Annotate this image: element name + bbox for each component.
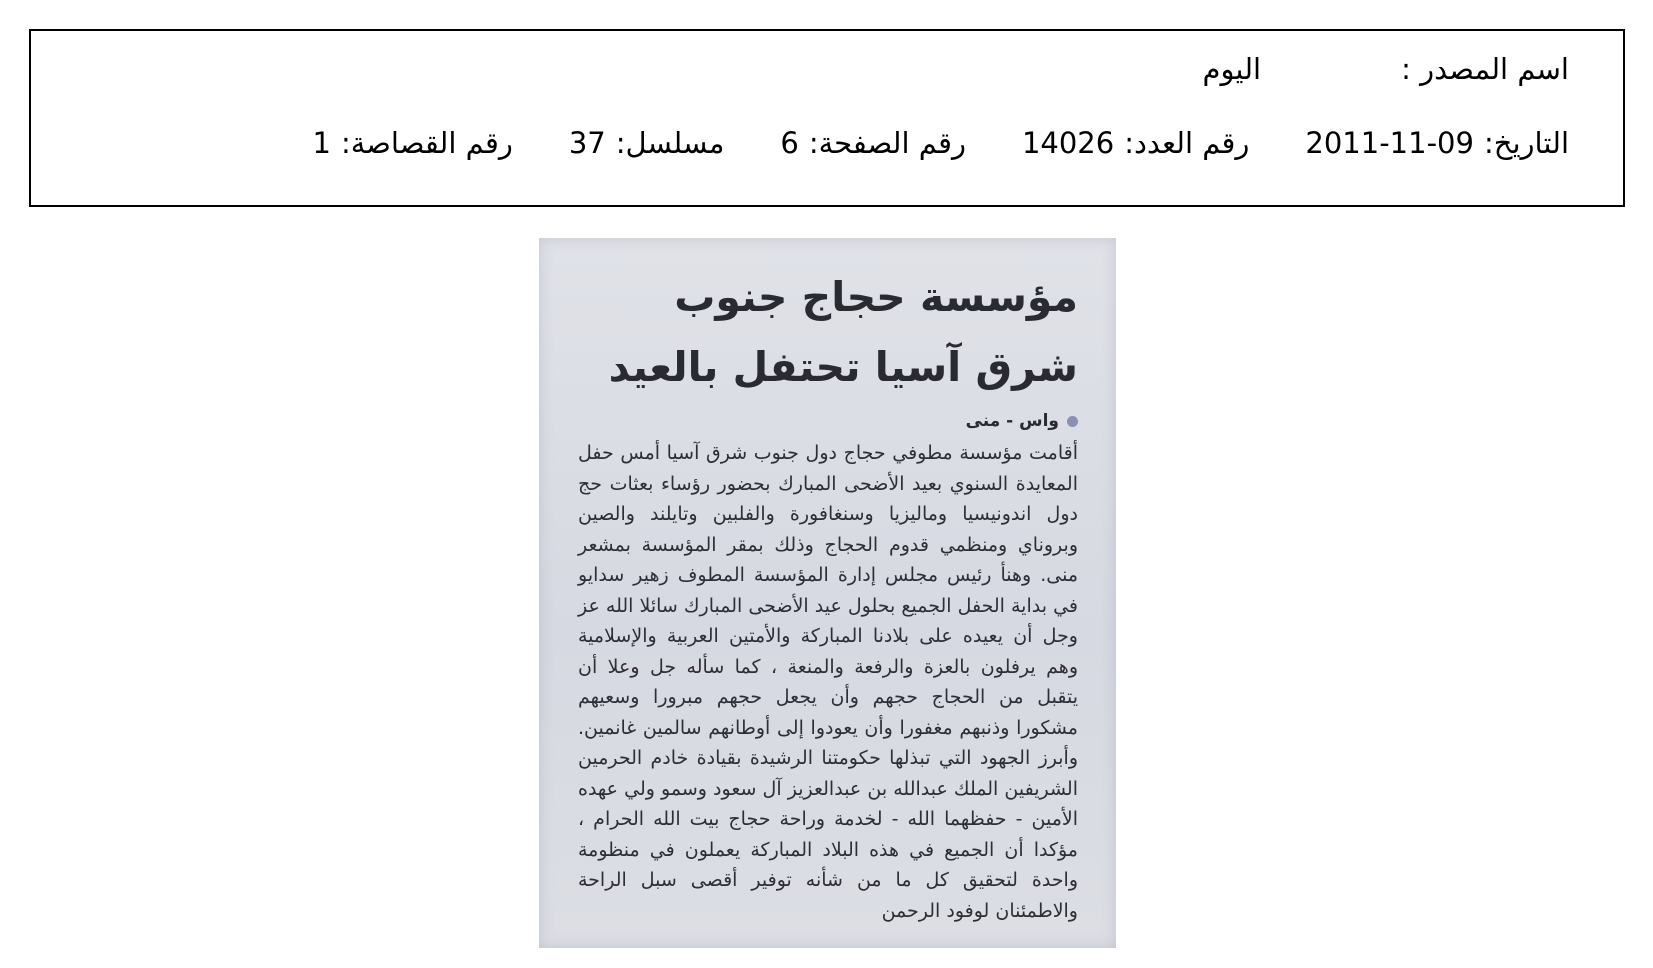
issue-field (1022, 126, 1249, 160)
article-byline (966, 408, 1078, 434)
source-value: اليوم (1202, 52, 1262, 86)
page-field (780, 126, 966, 160)
details-row (313, 123, 1570, 163)
issue-label: رقم العدد: (1124, 126, 1250, 160)
clip-number-value: 1 (312, 126, 331, 160)
newspaper-clipping (539, 238, 1116, 948)
page-value: 6 (780, 126, 799, 160)
source-field (1203, 52, 1570, 86)
serial-field (569, 126, 725, 160)
serial-label: مسلسل: (615, 126, 725, 160)
serial-value: 37 (568, 126, 606, 160)
byline-text: واس - منى (965, 411, 1059, 431)
article-body: أقامت مؤسسة مطوفي حجاج دول جنوب شرق آسيا أمس حفل المعايدة السنوي بعيد الأضحى المبارك بحضور رؤساء بعثات حج دول اندونيسيا وماليزيا وسنغافورة والفلبين وتايلند والصين وبروناي ومنظمي قدوم الحجاج وذلك بمقر المؤسسة بمشعر منى. وهنأ رئيس مجلس إدارة المؤسسة المطوف زهير سدايو في بداية الحفل الجميع بحلول عيد الأضحى المبارك سائلا الله عز وجل أن يعيده على بلادنا المباركة والأمتين العربية والإسلامية وهم يرفلون بالعزة والرفعة والمنعة ، كما سأله جل وعلا أن يتقبل من الحجاج حجهم وأن يجعل حجهم مبرورا وسعيهم مشكورا وذنبهم مغفورا وأن يعودوا إلى أوطانهم سالمين غانمين. وأبرز الجهود التي تبذلها حكومتنا الرشيدة بقيادة خادم الحرمين الشريفين الملك عبدالله بن عبدالعزيز آل سعود وسمو ولي عهده الأمين - حفظهما الله - لخدمة وراحة حجاج بيت الله الحرام ، مؤكدا أن الجميع في هذه البلاد المباركة يعملون في منظومة واحدة لتحقيق كل ما من شأنه توفير أقصى سبل الراحة والاطمئنان لوفود الرحمن (578, 442, 1078, 922)
source-label: اسم المصدر : (1401, 52, 1569, 86)
clipping-metadata-box (29, 29, 1625, 207)
clip-number-label: رقم القصاصة: (340, 126, 513, 160)
date-label: التاريخ: (1483, 126, 1569, 160)
clip-number-field (313, 126, 513, 160)
issue-value: 14026 (1021, 126, 1115, 160)
article-headline: مؤسسة حجاج جنوب شرق آسيا تحتفل بالعيد (608, 273, 1078, 391)
source-row (1203, 49, 1570, 89)
page-label: رقم الصفحة: (808, 126, 966, 160)
date-value: 2011-11-09 (1305, 126, 1474, 160)
bullet-icon (1067, 416, 1078, 427)
date-field (1305, 126, 1569, 160)
